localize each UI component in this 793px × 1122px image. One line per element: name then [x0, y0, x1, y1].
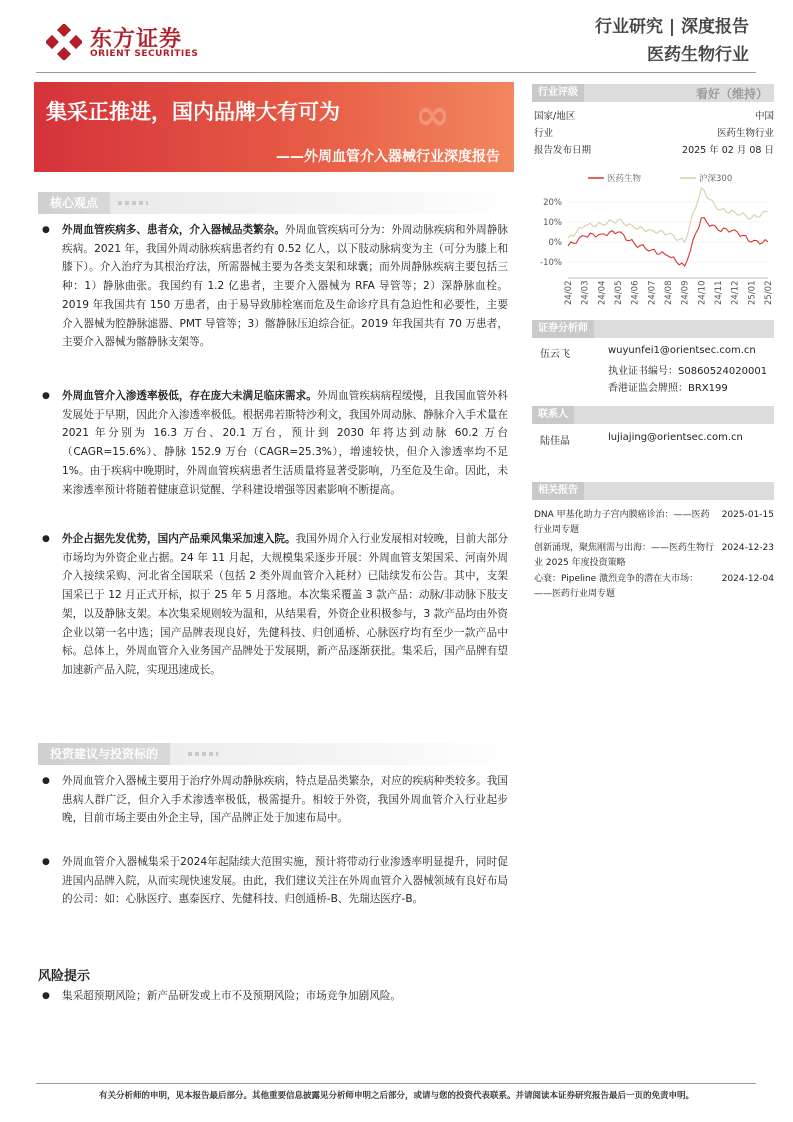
analyst-label: 证券分析师 — [532, 320, 594, 338]
core-section-header — [38, 192, 514, 214]
section-dots — [118, 201, 148, 205]
banner-decoration: ∞ — [415, 90, 450, 139]
related-report-date: 2024-12-04 — [721, 574, 774, 584]
logo-text-en: ORIENT SECURITIES — [90, 49, 199, 59]
legend-label: 医药生物 — [607, 174, 642, 184]
related-report-title[interactable]: 心衰：Pipeline 激烈竞争的潜在大市场：——医药行业周专题 — [534, 574, 699, 599]
x-tick-label: 24/08 — [664, 280, 674, 305]
core-point-heading: 外企占据先发优势，国内产品乘风集采加速入院。 — [62, 533, 296, 545]
core-point-body: 外周血管疾病可分为：外周动脉疾病和外周静脉疾病。2021 年，我国外周动脉疾病患者约有 0.52 亿人，以下肢动脉病变为主（可分为膝上和膝下）。介入治疗为其根治疗法，所需器械主要为各类支架和球囊；而外周静脉疾病主要包括三种：1）静脉曲张。我国约有 1.2 亿患者，主要介入器械为 RFA 导管等；2）深静脉血栓。2019 年我国共有 150 万患者，由于易导致肺栓塞而危及生命诊疗具有急迫性和必要性，主要介入器械为腔静脉滤器、PMT 导管等；3）髂静脉压迫综合征。2019 年我国共有 70 万患者，主要介入器械为髂静脉支架等。 — [62, 224, 509, 349]
info-value: 2025 年 02 月 08 日 — [682, 145, 774, 156]
x-tick-label: 24/11 — [714, 280, 724, 305]
footer-disclaimer: 有关分析师的申明，见本报告最后部分。其他重要信息披露见分析师申明之后部分，或请与您的投资代表联系。并请阅读本证券研究报告最后一页的免责申明。 — [98, 1091, 694, 1101]
logo-text-cn: 东方证券 — [90, 27, 183, 52]
x-tick-label: 24/04 — [597, 280, 608, 305]
analyst-email[interactable]: wuyunfei1@orientsec.com.cn — [608, 345, 756, 356]
y-tick-label: 20% — [543, 198, 562, 208]
related-report[interactable] — [534, 508, 774, 538]
rating-header — [532, 84, 774, 102]
chart-series — [568, 188, 768, 266]
x-tick-label: 25/02 — [764, 280, 774, 305]
related-report-date: 2024-12-23 — [721, 543, 774, 553]
related-report[interactable] — [534, 541, 774, 571]
bullet-icon: ● — [42, 991, 50, 1001]
info-row — [534, 108, 774, 122]
core-point-heading: 外周血管疾病多、患者众，介入器械品类繁杂。 — [62, 224, 286, 236]
bullet-icon: ● — [42, 857, 50, 867]
rating-value: 看好（维持） — [695, 87, 768, 101]
invest-point — [38, 772, 508, 828]
risk-title: 风险提示 — [38, 969, 91, 984]
info-row — [534, 125, 774, 139]
contact-label: 联系人 — [532, 406, 574, 424]
orient-logo-icon — [46, 24, 82, 60]
x-tick-label: 24/07 — [647, 280, 658, 305]
info-key: 行业 — [534, 128, 554, 139]
title-banner — [34, 82, 514, 172]
risk-body: 集采超预期风险；新产品研发或上市不及预期风险；市场竞争加剧风险。 — [62, 990, 401, 1002]
bullet-icon: ● — [42, 776, 50, 786]
x-tick-label: 25/01 — [747, 280, 758, 305]
analyst-name: 伍云飞 — [540, 349, 570, 360]
invest-point-body: 外周血管介入器械集采于2024年起陆续大范围实施，预计将带动行业渗透率明显提升，同时促进国内品牌入院，从而实现快速发展。由此，我们建议关注在外周血管介入器械领域有良好布局的公司：如：心脉医疗、惠泰医疗、先健科技、归创通桥-B、先瑞达医疗-B。 — [62, 856, 508, 906]
info-key: 报告发布日期 — [534, 145, 592, 156]
invest-section-header — [38, 743, 514, 765]
core-point-heading: 外周血管介入渗透率极低，存在庞大未满足临床需求。 — [62, 390, 317, 402]
chart-x-ticks — [564, 281, 774, 306]
y-tick-label: 0% — [548, 238, 562, 248]
y-tick-label: 10% — [543, 218, 562, 228]
analyst-hk-license: 香港证监会牌照：BRX199 — [608, 383, 728, 394]
price-chart — [532, 170, 776, 310]
analyst-header — [532, 320, 774, 338]
core-point — [38, 387, 508, 499]
chart-y-ticks — [540, 198, 562, 268]
invest-section-title: 投资建议与投资标的 — [38, 743, 170, 765]
analyst-certificate: 执业证书编号：S0860524020001 — [608, 366, 768, 377]
info-row — [534, 142, 774, 156]
related-label: 相关报告 — [532, 482, 584, 500]
footer-divider — [36, 1083, 756, 1084]
core-point-body: 我国外周介入行业发展相对较晚，目前大部分市场均为外资企业占据。24 年 11 月起，大规模集采逐步开展：外周血管支架国采、河南外周介入接续采购、河北省全国联采（包括 2 类外周血管介入耗材）已陆续发布公告。其中，支架国采已于 12 月正式开标，拟于 25 年 5 月落地。本次集采覆盖 3 款产品：动脉/非动脉下肢支架，以及静脉支架。本次集采规则较为温和，从结果看，外资企业积极参与，3 款产品均由外资企业以第一名中选；国产品牌表现良好，先健科技、归创通桥、心脉医疗均有至少一款产品中标。总体上，外周血管介入业务国产品牌处于发展期，新产品逐渐获批。集采后，国产品牌有望加速新产品入院，实现迅速成长。 — [62, 533, 509, 676]
industry-name: 医药生物行业 — [647, 45, 749, 65]
core-point-body: 外周血管疾病病程缓慢，且我国血管外科发展处于早期，因此介入渗透率极低。根据弗若斯特沙利文，我国外周动脉、静脉介入手术量在 2021 年分别为 16.3 万台、20.1 万台，预计到 2030 年将达到动脉 60.2 万台（CAGR=15.6%）、静脉 152.9 万台（CAGR=25.3%），增速较快，但介入渗透率均不足 1%。由于疾病中晚期时，外周血管疾病患者生活质量将显著受影响，乃至危及生命。因此，未来渗透率预计将随着健康意识觉醒、学科建设增强等因素影响不断提高。 — [62, 390, 509, 496]
bullet-icon: ● — [42, 391, 50, 401]
company-logo — [46, 22, 226, 64]
invest-point-body: 外周血管介入器械主要用于治疗外周动静脉疾病，特点是品类繁杂，对应的疾病种类较多。我国患病人群广泛，但介入手术渗透率极低，极需提升。相较于外资，我国外周血管介入行业起步晚，目前市场主要由外企主导，国产品牌正处于加速布局中。 — [62, 775, 508, 825]
info-key: 国家/地区 — [534, 111, 576, 122]
x-tick-label: 24/12 — [730, 280, 741, 305]
bullet-icon: ● — [42, 225, 50, 235]
core-section-title: 核心观点 — [38, 192, 110, 214]
x-tick-label: 24/03 — [580, 280, 591, 305]
y-tick-label: -10% — [540, 258, 562, 268]
related-report-title[interactable]: DNA 甲基化助力子宫内膜癌诊治：——医药行业周专题 — [534, 510, 710, 535]
section-dots — [188, 752, 218, 756]
x-tick-label: 24/06 — [630, 280, 641, 305]
x-tick-label: 24/10 — [697, 280, 708, 305]
related-report-date: 2025-01-15 — [721, 510, 774, 520]
chart-grid — [568, 202, 768, 278]
risk-point — [38, 987, 508, 1006]
report-title: 集采正推进，国内品牌大有可为 — [46, 100, 340, 124]
related-report[interactable] — [534, 572, 774, 602]
report-subtitle: ——外周血管介入器械行业深度报告 — [276, 149, 500, 165]
bullet-icon: ● — [42, 534, 50, 544]
rating-label: 行业评级 — [532, 84, 584, 102]
contact-name: 陆佳晶 — [540, 436, 570, 447]
contact-email[interactable]: lujiajing@orientsec.com.cn — [608, 432, 743, 443]
core-point — [38, 530, 508, 680]
info-value: 医药生物行业 — [716, 128, 774, 139]
related-header — [532, 482, 774, 500]
contact-header — [532, 406, 774, 424]
x-tick-label: 24/09 — [680, 280, 691, 305]
invest-point — [38, 853, 508, 909]
report-type: 行业研究 | 深度报告 — [594, 17, 749, 37]
core-point — [38, 221, 508, 352]
x-tick-label: 24/05 — [614, 280, 624, 305]
info-value: 中国 — [754, 111, 774, 122]
x-tick-label: 24/02 — [564, 280, 574, 305]
header-divider — [36, 72, 756, 73]
related-report-title[interactable]: 创新涌现，聚焦刚需与出海：——医药生物行业 2025 年度投资策略 — [534, 543, 715, 568]
chart-legend — [588, 173, 732, 184]
legend-label: 沪深300 — [699, 174, 733, 184]
